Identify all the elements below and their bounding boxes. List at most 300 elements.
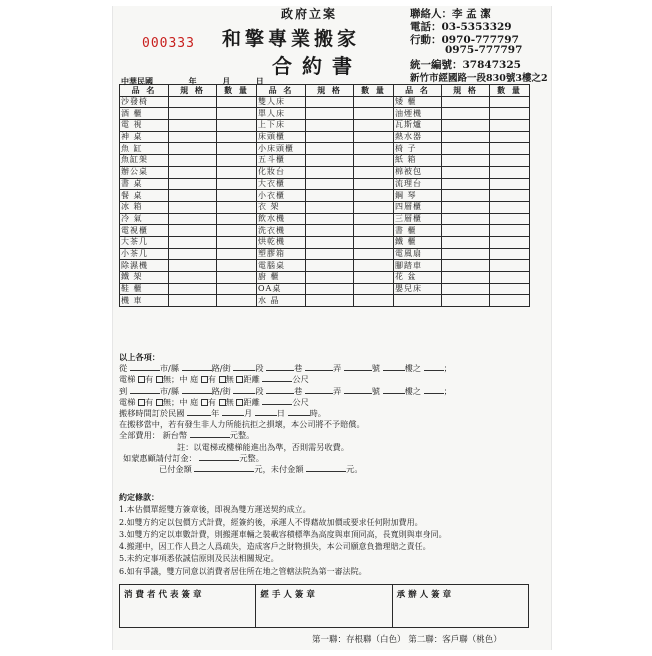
total-fee-label: 全部費用： (119, 430, 160, 441)
mobile-number-1: 行動：0970-777797 (410, 34, 519, 46)
column-header: 品 名 (120, 85, 169, 97)
item-quantity-cell[interactable] (217, 131, 257, 143)
column-header: 數 量 (490, 85, 530, 97)
item-name-cell: 單人床 (257, 108, 306, 120)
origin-courtyard-no-checkbox[interactable] (219, 376, 226, 383)
day-label: 日 (276, 407, 285, 418)
origin-number-field[interactable] (344, 363, 372, 371)
item-spec-cell[interactable] (169, 225, 217, 237)
item-name-cell: 五斗櫃 (257, 155, 306, 167)
item-spec-cell[interactable] (306, 96, 354, 108)
item-quantity-cell[interactable] (354, 201, 394, 213)
item-quantity-cell[interactable] (217, 295, 257, 307)
table-row (120, 295, 530, 307)
item-quantity-cell[interactable] (490, 190, 530, 202)
item-quantity-cell[interactable] (490, 143, 530, 155)
item-name-cell: 雙人床 (257, 96, 306, 108)
item-quantity-cell[interactable] (217, 248, 257, 260)
term-item: 2.如雙方約定以包價方式計費，經簽約後，承運人不得藉故加價或要求任何附加費用。 (119, 517, 423, 527)
item-name-cell: 書 櫃 (394, 225, 442, 237)
item-spec-cell[interactable] (442, 131, 490, 143)
table-row (120, 272, 530, 284)
term-item: 1.本估價單經雙方簽章後，即視為雙方運送契約成立。 (119, 505, 311, 515)
yuan-label: 元整。 (239, 452, 264, 463)
item-spec-cell[interactable] (442, 108, 490, 120)
courtyard-label: ；中 庭 (171, 396, 199, 407)
item-name-cell: 鐵 架 (120, 272, 169, 284)
item-name-cell: 水 晶 (257, 295, 306, 307)
item-name-cell (394, 295, 442, 307)
item-quantity-cell[interactable] (490, 248, 530, 260)
item-name-cell: 電腦桌 (257, 260, 306, 272)
table-row (120, 225, 530, 237)
item-spec-cell[interactable] (442, 248, 490, 260)
have-label: 有 (207, 396, 216, 407)
elevator-label: 電梯 (119, 374, 136, 385)
item-spec-cell[interactable] (306, 120, 354, 132)
item-quantity-cell[interactable] (217, 166, 257, 178)
company-address: 新竹市經國路一段830號3樓之2 (410, 73, 548, 84)
item-quantity-cell[interactable] (490, 155, 530, 167)
origin-section-field[interactable] (233, 363, 255, 371)
item-spec-cell[interactable] (169, 166, 217, 178)
item-quantity-cell[interactable] (490, 201, 530, 213)
from-label: 從 (119, 363, 128, 374)
item-name-cell: 神 桌 (120, 131, 169, 143)
item-name-cell: 棉被包 (394, 166, 442, 178)
item-quantity-cell[interactable] (217, 178, 257, 190)
item-name-cell: 辦公桌 (120, 166, 169, 178)
dest-lane-field[interactable] (266, 386, 294, 394)
item-name-cell: 四層櫃 (394, 201, 442, 213)
item-quantity-cell[interactable] (217, 283, 257, 295)
item-quantity-cell[interactable] (354, 272, 394, 284)
item-name-cell: 大衣櫃 (257, 178, 306, 190)
to-label: 到 (119, 385, 128, 396)
item-name-cell: 熱水器 (394, 131, 442, 143)
item-quantity-cell[interactable] (354, 178, 394, 190)
item-spec-cell[interactable] (442, 260, 490, 272)
dest-elevator-no-checkbox[interactable] (156, 399, 163, 406)
serial-number: 000333 (142, 36, 195, 51)
item-spec-cell[interactable] (169, 295, 217, 307)
month-label: 月 (243, 407, 253, 418)
table-row (120, 190, 530, 202)
item-name-cell: 床頭櫃 (257, 131, 306, 143)
document-title: 合約書 (272, 54, 362, 78)
item-spec-cell[interactable] (169, 155, 217, 167)
item-quantity-cell[interactable] (217, 143, 257, 155)
item-name-cell: 冰 箱 (120, 201, 169, 213)
item-quantity-cell[interactable] (490, 272, 530, 284)
meters-label: 公尺 (292, 396, 309, 407)
total-fee-line (119, 430, 539, 441)
signature-table (119, 584, 529, 628)
item-spec-cell[interactable] (442, 143, 490, 155)
item-quantity-cell[interactable] (354, 120, 394, 132)
dest-courtyard-yes-checkbox[interactable] (201, 399, 208, 406)
item-quantity-cell[interactable] (217, 120, 257, 132)
origin-address-line: 從 市/縣 路/街 段 巷 弄 號 樓之 ； (119, 363, 452, 374)
yuan-label: 元。 (346, 463, 363, 474)
item-spec-cell[interactable] (169, 283, 217, 295)
unpaid-amount-field[interactable] (306, 464, 346, 472)
city-label: 市/縣 (159, 385, 179, 396)
item-spec-cell[interactable] (306, 143, 354, 155)
item-spec-cell[interactable] (306, 236, 354, 248)
paid-amount-field[interactable] (194, 464, 254, 472)
item-name-cell: 機 車 (120, 295, 169, 307)
item-spec-cell[interactable] (442, 201, 490, 213)
item-name-cell: 電 視 (120, 120, 169, 132)
elevator-label: 電梯 (119, 396, 136, 407)
item-spec-cell[interactable] (442, 283, 490, 295)
item-quantity-cell[interactable] (490, 120, 530, 132)
have-label: 有 (145, 374, 154, 385)
item-quantity-cell[interactable] (354, 96, 394, 108)
table-row (120, 248, 530, 260)
dest-floor-field[interactable] (383, 386, 405, 394)
item-spec-cell[interactable] (169, 178, 217, 190)
item-name-cell: 腳踏車 (394, 260, 442, 272)
item-name-cell: 上下床 (257, 120, 306, 132)
column-header: 品 名 (257, 85, 306, 97)
origin-elevator-yes-checkbox[interactable] (138, 376, 145, 383)
item-spec-cell[interactable] (169, 236, 217, 248)
section-label: 段 (255, 385, 264, 396)
table-row (120, 131, 530, 143)
item-name-cell: 廚 櫃 (257, 272, 306, 284)
item-quantity-cell[interactable] (354, 283, 394, 295)
move-time-line (119, 408, 539, 419)
item-name-cell: 電視櫃 (120, 225, 169, 237)
item-quantity-cell[interactable] (490, 131, 530, 143)
floor-label: 樓之 (404, 363, 421, 374)
item-quantity-cell[interactable] (490, 283, 530, 295)
item-quantity-cell[interactable] (354, 166, 394, 178)
consumer-signature-box[interactable]: 消費者代表簽章 (120, 585, 256, 627)
handler-signature-box[interactable]: 經手人簽章 (256, 585, 392, 627)
item-quantity-cell[interactable] (217, 236, 257, 248)
item-name-cell: 衣 架 (257, 201, 306, 213)
unpaid-label: 元，未付金額 (254, 463, 304, 474)
dest-elevator-yes-checkbox[interactable] (138, 399, 145, 406)
item-quantity-cell[interactable] (490, 96, 530, 108)
item-quantity-cell[interactable] (217, 108, 257, 120)
items-heading: 以上各項： (119, 352, 160, 362)
column-header: 規 格 (169, 85, 217, 97)
item-quantity-cell[interactable] (217, 201, 257, 213)
item-spec-cell[interactable] (442, 120, 490, 132)
column-header: 規 格 (306, 85, 354, 97)
none-label: 無 (162, 396, 172, 407)
item-spec-cell[interactable] (306, 131, 354, 143)
origin-courtyard-yes-checkbox[interactable] (201, 376, 208, 383)
item-name-cell: 小衣櫃 (257, 190, 306, 202)
item-quantity-cell[interactable] (490, 178, 530, 190)
item-name-cell: 魚 缸 (120, 143, 169, 155)
item-spec-cell[interactable] (306, 225, 354, 237)
item-name-cell: 電風扇 (394, 248, 442, 260)
deposit-line (119, 453, 539, 464)
dest-courtyard-no-checkbox[interactable] (219, 399, 226, 406)
item-quantity-cell[interactable] (354, 260, 394, 272)
table-row (120, 143, 530, 155)
agent-signature-box[interactable]: 承辦人簽章 (396, 590, 455, 600)
none-label: 無 (225, 374, 234, 385)
origin-elevator-no-checkbox[interactable] (156, 376, 163, 383)
table-row (120, 236, 530, 248)
dest-floor-suffix-field[interactable] (424, 386, 444, 394)
floor-label: 樓之 (404, 385, 421, 396)
item-quantity-cell[interactable] (354, 155, 394, 167)
phone-number: 電話：03-5353329 (410, 21, 512, 33)
item-spec-cell[interactable] (169, 120, 217, 132)
item-name-cell: 冷 氣 (120, 213, 169, 225)
origin-elevator-line (119, 374, 539, 385)
item-spec-cell[interactable] (442, 96, 490, 108)
item-name-cell: 餐 桌 (120, 190, 169, 202)
item-spec-cell[interactable] (306, 178, 354, 190)
table-row (120, 201, 530, 213)
road-label: 路/街 (211, 363, 231, 374)
item-spec-cell[interactable] (306, 272, 354, 284)
item-spec-cell[interactable] (306, 248, 354, 260)
road-label: 路/街 (211, 385, 231, 396)
column-header: 品 名 (394, 85, 442, 97)
item-spec-cell[interactable] (169, 201, 217, 213)
item-quantity-cell[interactable] (354, 108, 394, 120)
table-row (120, 178, 530, 190)
item-quantity-cell[interactable] (354, 143, 394, 155)
item-quantity-cell[interactable] (354, 213, 394, 225)
destination-elevator-line (119, 397, 539, 408)
item-quantity-cell[interactable] (490, 213, 530, 225)
lane-label: 巷 (294, 363, 303, 374)
term-item: 6.如有爭議，雙方同意以消費者居住所在地之管轄法院為第一審法院。 (119, 566, 367, 576)
item-name-cell: 書 桌 (120, 178, 169, 190)
have-label: 有 (145, 396, 154, 407)
item-name-cell: 油煙機 (394, 108, 442, 120)
item-spec-cell[interactable] (442, 236, 490, 248)
term-item: 4.搬運中，因工作人員之人爲疏失，造成客戶之財物損失，本公司願意負擔理賠之責任。 (119, 542, 431, 552)
currency-label: 新台幣 (162, 430, 188, 441)
column-header: 數 量 (354, 85, 394, 97)
item-spec-cell[interactable] (169, 143, 217, 155)
item-spec-cell[interactable] (169, 190, 217, 202)
none-label: 無 (162, 374, 172, 385)
item-quantity-cell[interactable] (490, 108, 530, 120)
item-spec-cell[interactable] (306, 108, 354, 120)
move-day-field[interactable] (255, 408, 277, 416)
item-spec-cell[interactable] (169, 213, 217, 225)
table-row (120, 108, 530, 120)
item-spec-cell[interactable] (442, 272, 490, 284)
payment-line (119, 464, 539, 475)
move-month-field[interactable] (222, 408, 244, 416)
item-quantity-cell[interactable] (217, 213, 257, 225)
table-row (120, 96, 530, 108)
item-quantity-cell[interactable] (217, 96, 257, 108)
item-quantity-cell[interactable] (354, 190, 394, 202)
destination-address-line: 到 市/縣 路/街 段 巷 弄 號 樓之 ； (119, 385, 452, 396)
item-spec-cell[interactable] (442, 155, 490, 167)
item-spec-cell[interactable] (442, 190, 490, 202)
copy-footer: 第一聯：存根聯（白色） 第二聯：客戶聯（桃色） (312, 635, 502, 645)
terms-section (119, 491, 447, 578)
none-label: 無 (225, 396, 234, 407)
date-year: 年 (188, 76, 197, 86)
item-name-cell: 除濕機 (120, 260, 169, 272)
meters-label: 公尺 (292, 374, 309, 385)
origin-city-field[interactable] (130, 363, 160, 371)
item-name-cell: 花 盆 (394, 272, 442, 284)
item-spec-cell[interactable] (306, 201, 354, 213)
item-name-cell: 三層櫃 (394, 213, 442, 225)
item-quantity-cell[interactable] (354, 295, 394, 307)
contact-person: 聯絡人：李 孟 潔 (410, 8, 491, 20)
column-header: 規 格 (442, 85, 490, 97)
government-registered-mark: 政府立案 (281, 7, 338, 21)
company-name: 和擎專業搬家 (222, 28, 361, 50)
item-name-cell: 酒 櫃 (120, 108, 169, 120)
item-quantity-cell[interactable] (490, 295, 530, 307)
alley-label: 弄 (332, 385, 342, 396)
item-quantity-cell[interactable] (490, 236, 530, 248)
item-spec-cell[interactable] (169, 272, 217, 284)
dest-city-field[interactable] (130, 386, 160, 394)
moving-items-table (119, 84, 530, 307)
origin-road-field[interactable] (182, 363, 212, 371)
paid-label: 已付金額 (159, 463, 192, 474)
item-spec-cell[interactable] (306, 213, 354, 225)
tax-id: 統一編號：37847325 (410, 59, 521, 71)
distance-label: 距離 (243, 396, 260, 407)
dest-section-field[interactable] (233, 386, 255, 394)
hour-label: 時。 (309, 407, 326, 418)
item-name-cell: 小茶几 (120, 248, 169, 260)
date-prefix: 中華民國 (121, 76, 153, 86)
item-name-cell: 化妝台 (257, 166, 306, 178)
table-header-row (120, 85, 530, 97)
year-label: 年 (211, 407, 220, 418)
item-name-cell: OA桌 (257, 283, 306, 295)
dest-number-field[interactable] (344, 386, 372, 394)
item-spec-cell[interactable] (169, 96, 217, 108)
courtyard-label: ；中 庭 (171, 374, 199, 385)
distance-label: 距離 (243, 374, 260, 385)
item-spec-cell[interactable] (169, 108, 217, 120)
table-row (120, 260, 530, 272)
date-day: 日 (255, 76, 264, 86)
item-spec-cell[interactable] (306, 295, 354, 307)
item-quantity-cell[interactable] (354, 236, 394, 248)
item-name-cell: 紙 箱 (394, 155, 442, 167)
item-spec-cell[interactable] (169, 248, 217, 260)
item-quantity-cell[interactable] (217, 190, 257, 202)
item-name-cell: 嬰兒床 (394, 283, 442, 295)
note-line: 註：以電梯或樓梯能進出為準，否則需另收費。 (177, 441, 349, 452)
item-spec-cell[interactable] (442, 225, 490, 237)
item-quantity-cell[interactable] (490, 260, 530, 272)
origin-distance-field[interactable] (262, 374, 292, 382)
number-label: 號 (371, 363, 380, 374)
damage-clause: 在搬移當中，若有發生非人力所能抗拒之損壞，本公司將不予賠償。 (119, 419, 365, 430)
item-name-cell: 魚缸架 (120, 155, 169, 167)
date-month: 月 (222, 76, 231, 86)
item-spec-cell[interactable] (442, 178, 490, 190)
item-spec-cell[interactable] (306, 155, 354, 167)
origin-alley-field[interactable] (305, 363, 333, 371)
total-fee-field[interactable] (190, 430, 230, 438)
dest-alley-field[interactable] (305, 386, 333, 394)
move-time-label: 搬移時間訂於民國 (119, 407, 185, 418)
item-name-cell: 矮 櫃 (394, 96, 442, 108)
item-quantity-cell[interactable] (217, 225, 257, 237)
origin-floor-suffix-field[interactable] (424, 363, 444, 371)
item-spec-cell[interactable] (306, 283, 354, 295)
item-quantity-cell[interactable] (490, 166, 530, 178)
alley-label: 弄 (332, 363, 342, 374)
dest-road-field[interactable] (182, 386, 212, 394)
item-spec-cell[interactable] (442, 166, 490, 178)
item-quantity-cell[interactable] (490, 225, 530, 237)
item-spec-cell[interactable] (169, 260, 217, 272)
have-label: 有 (207, 374, 216, 385)
table-row (120, 120, 530, 132)
item-spec-cell[interactable] (306, 166, 354, 178)
number-label: 號 (371, 385, 380, 396)
item-spec-cell[interactable] (306, 190, 354, 202)
item-name-cell: 瓦斯爐 (394, 120, 442, 132)
item-spec-cell[interactable] (169, 131, 217, 143)
item-quantity-cell[interactable] (217, 260, 257, 272)
item-name-cell: 流理台 (394, 178, 442, 190)
item-name-cell: 烘乾機 (257, 236, 306, 248)
origin-floor-field[interactable] (383, 363, 405, 371)
city-label: 市/縣 (159, 363, 179, 374)
item-quantity-cell[interactable] (354, 225, 394, 237)
column-header: 數 量 (217, 85, 257, 97)
deposit-label: 如蒙惠顧請付訂金： (123, 452, 197, 463)
item-quantity-cell[interactable] (217, 155, 257, 167)
deposit-field[interactable] (199, 453, 239, 461)
table-row (120, 213, 530, 225)
table-row (120, 283, 530, 295)
item-quantity-cell[interactable] (217, 272, 257, 284)
move-details-section (119, 352, 539, 475)
item-spec-cell[interactable] (306, 260, 354, 272)
item-quantity-cell[interactable] (354, 131, 394, 143)
yuan-label: 元整。 (229, 430, 255, 441)
item-name-cell: 鋼 琴 (394, 190, 442, 202)
move-hour-field[interactable] (288, 408, 310, 416)
dest-distance-field[interactable] (262, 397, 292, 405)
item-name-cell: 塑膠箱 (257, 248, 306, 260)
item-name-cell: 洗衣機 (257, 225, 306, 237)
item-spec-cell[interactable] (442, 295, 490, 307)
terms-heading: 約定條款： (119, 492, 159, 502)
move-year-field[interactable] (187, 408, 211, 416)
item-name-cell: 椅 子 (394, 143, 442, 155)
item-name-cell: 飲水機 (257, 213, 306, 225)
item-quantity-cell[interactable] (354, 248, 394, 260)
item-name-cell: 鞋 櫃 (120, 283, 169, 295)
item-name-cell: 沙發椅 (120, 96, 169, 108)
origin-lane-field[interactable] (266, 363, 294, 371)
item-spec-cell[interactable] (442, 213, 490, 225)
section-label: 段 (255, 363, 264, 374)
